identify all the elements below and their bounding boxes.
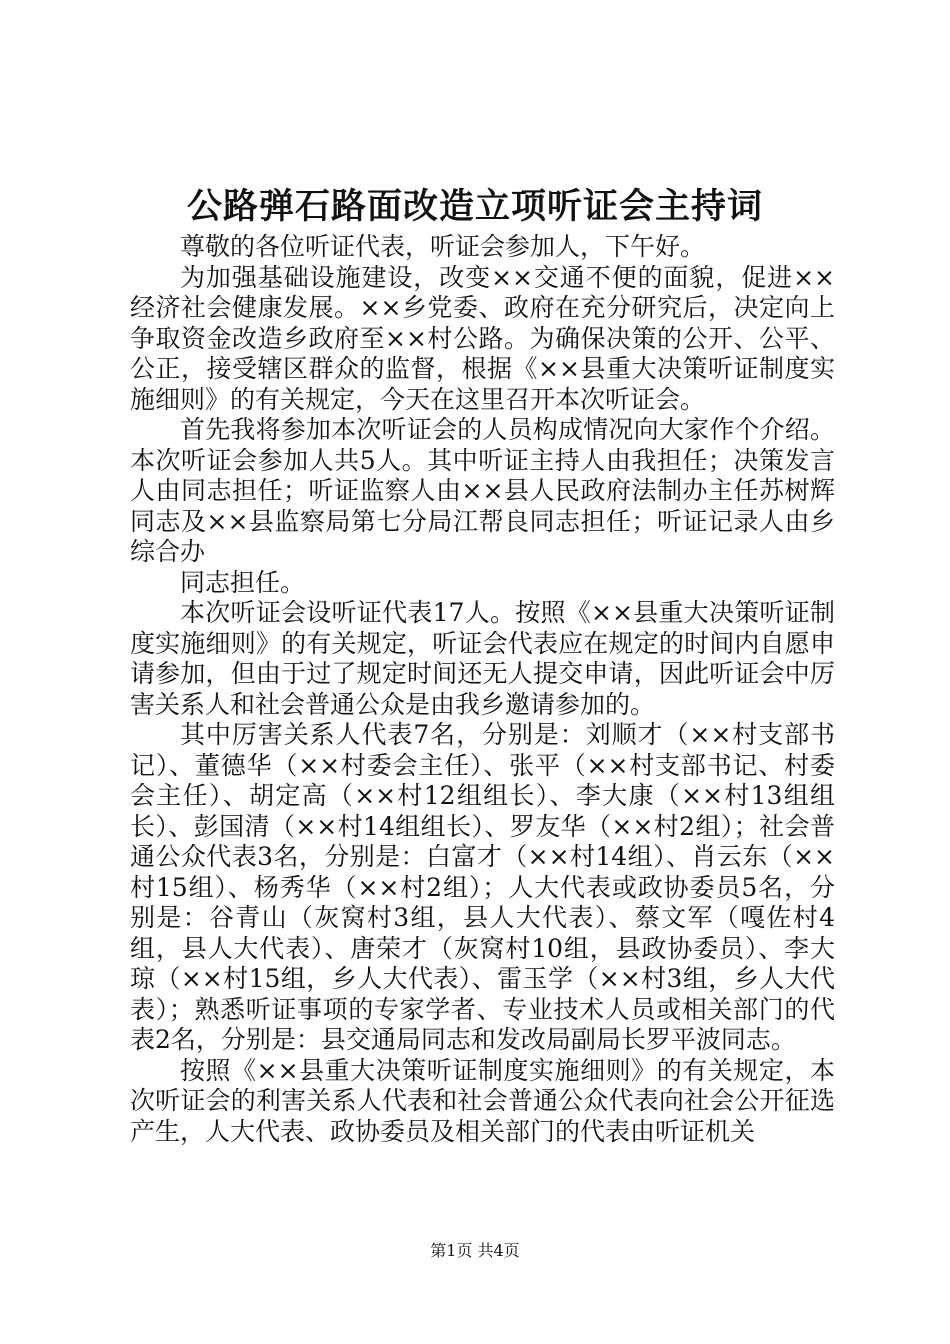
paragraph-participants: 首先我将参加本次听证会的人员构成情况向大家作个介绍。本次听证会参加人共5人。其中听证主持人由我担任；决策发言人由同志担任；听证监察人由××县人民政府法制办主任苏树辉同志及××县监察局第七分局江帮良同志担任；听证记录人由乡综合办 — [130, 415, 835, 566]
document-body — [130, 232, 835, 1147]
paragraph-selection-rules: 按照《××县重大决策听证制度实施细则》的有关规定，本次听证会的利害关系人代表和社会普通公众代表向社会公开征选产生，人大代表、政协委员及相关部门的代表由听证机关 — [130, 1055, 835, 1146]
paragraph-background: 为加强基础设施建设，改变××交通不便的面貌，促进××经济社会健康发展。××乡党委、政府在充分研究后，决定向上争取资金改造乡政府至××村公路。为确保决策的公开、公平、公正，接受辖区群众的监督，根据《××县重大决策听证制度实施细则》的有关规定，今天在这里召开本次听证会。 — [130, 262, 835, 414]
paragraph-representatives: 本次听证会设听证代表17人。按照《××县重大决策听证制度实施细则》的有关规定，听证会代表应在规定的时间内自愿申请参加，但由于过了规定时间还无人提交申请，因此听证会中厉害关系人和社会普通公众是由我乡邀请参加的。 — [130, 598, 835, 719]
paragraph-representative-list: 其中厉害关系人代表7名，分别是：刘顺才（××村支部书记）、董德华（××村委会主任）、张平（××村支部书记、村委会主任）、胡定高（××村12组组长）、李大康（××村13组组长）、彭国清（××村14组组长）、罗友华（××村2组）；社会普通公众代表3名，分别是：白富才（××村14组）、肖云东（××村15组）、杨秀华（××村2组）；人大代表或政协委员5名，分别是：谷青山（灰窝村3组，县人大代表）、蔡文军（嘎佐村4组，县人大代表）、唐荣才（灰窝村10组，县政协委员）、李大琼（××村15组，乡人大代表）、雷玉学（××村3组，乡人大代表）；熟悉听证事项的专家学者、专业技术人员或相关部门的代表2名，分别是：县交通局同志和发改局副局长罗平波同志。 — [130, 720, 835, 1054]
paragraph-recorder: 同志担任。 — [180, 567, 306, 597]
page-footer: 第1页 共4页 — [430, 1241, 520, 1260]
paragraph-greeting: 尊敬的各位听证代表，听证会参加人，下午好。 — [180, 232, 706, 261]
document-title: 公路弹石路面改造立项听证会主持词 — [186, 186, 763, 227]
